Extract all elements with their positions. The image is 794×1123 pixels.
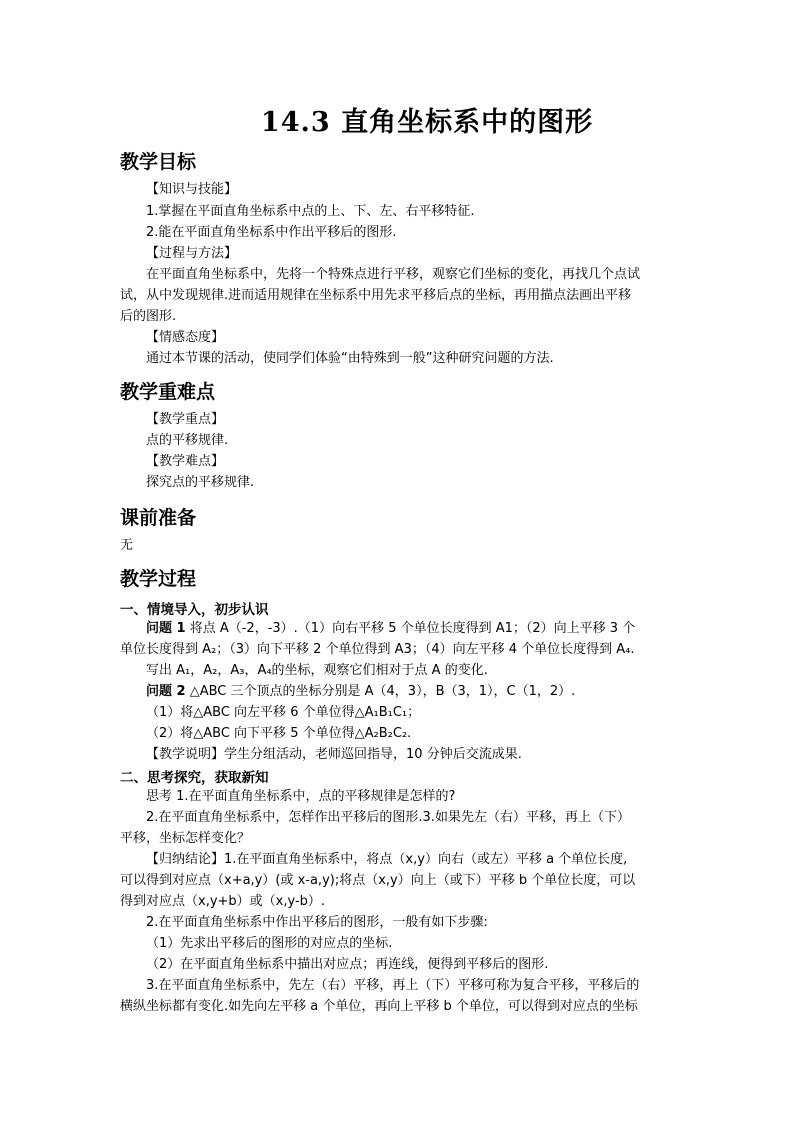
question-2-text: △ABC 三个顶点的坐标分别是 A（4，3），B（3，1），C（1，2）. [185,684,576,699]
part2-heading: 二、思考探究，获取新知 [120,770,269,786]
knowledge-item-2: 2.能在平面直角坐标系中作出平移后的图形. [146,225,397,240]
heading-key-points: 教学重难点 [120,381,216,403]
composite-line-2: 横纵坐标都有变化.如先向左平移 a 个单位，再向上平移 b 个单位，可以得到对应点的坐标 [120,999,638,1014]
conclusion-line-3: 得到对应点（x,y+b）或（x,y-b）. [120,894,326,909]
question-1-line-3: 写出 A₁，A₂，A₃，A₄的坐标，观察它们相对于点 A 的变化. [146,663,488,678]
process-line-2: 试，从中发现规律.进而适用规律在坐标系中用先求平移后点的坐标，再用描点法画出平移 [120,288,632,303]
process-line-3: 后的图形. [120,309,177,324]
heading-objectives: 教学目标 [120,151,197,173]
difficult-text: 探究点的平移规律. [146,475,255,490]
knowledge-tag: 【知识与技能】 [146,182,238,197]
question-2-line-3: （2）将△ABC 向下平移 5 个单位得△A₂B₂C₂. [146,726,412,741]
teaching-note-text: 学生分组活动，老师巡回指导，10 分钟后交流成果. [224,747,522,762]
question-1-line-1 [120,619,680,639]
process-line-1: 在平面直角坐标系中，先将一个特殊点进行平移，观察它们坐标的变化，再找几个点试 [146,267,641,282]
heading-preparation: 课前准备 [120,507,197,529]
emotion-tag: 【情感态度】 [146,330,225,345]
question-1-line-2: 单位长度得到 A₂；（3）向下平移 2 个单位得到 A3；（4）向左平移 4 个单位长度得到 A₄. [120,642,635,657]
key-text: 点的平移规律. [146,433,229,448]
steps-line-1: 2.在平面直角坐标系中作出平移后的图形，一般有如下步骤: [146,915,488,930]
think-line-3: 平移，坐标怎样变化？ [120,831,251,846]
conclusion-text: 1.在平面直角坐标系中，将点（x,y）向右（或左）平移 a 个单位长度, [224,852,628,867]
part1-heading: 一、情境导入，初步认识 [120,602,269,618]
key-tag: 【教学重点】 [146,412,225,427]
difficult-tag: 【教学难点】 [146,454,225,469]
teaching-note-tag: 【教学说明】 [146,747,225,762]
process-tag: 【过程与方法】 [146,246,238,261]
conclusion-tag: 【归纳结论】 [146,852,225,867]
composite-line-1: 3.在平面直角坐标系中，先左（右）平移，再上（下）平移可称为复合平移，平移后的 [146,978,640,993]
question-2-label: 问题 2 [146,684,186,699]
steps-line-3: （2）在平面直角坐标系中描出对应点；再连线，便得到平移后的图形. [146,957,549,972]
emotion-line-1: 通过本节课的活动，使同学们体验“由特殊到一般”这种研究问题的方法. [146,351,554,366]
question-2-line-2: （1）将△ABC 向左平移 6 个单位得△A₁B₁C₁； [146,705,421,720]
steps-line-2: （1）先求出平移后的图形的对应点的坐标. [146,936,393,951]
page-title: 14.3 直角坐标系中的图形 [260,107,594,138]
think-line-1: 思考 1.在平面直角坐标系中，点的平移规律是怎样的? [146,789,456,804]
heading-process: 教学过程 [120,568,197,590]
question-2-line-1 [120,682,680,702]
teaching-note [120,745,680,765]
conclusion-line-2: 可以得到对应点（x+a,y）(或 x-a,y);将点（x,y）向上（或下）平移 b 个单位长度，可以 [120,873,636,888]
preparation-text: 无 [120,538,134,553]
conclusion-line-1 [120,850,680,870]
question-1-text: 将点 A（-2，-3）.（1）向右平移 5 个单位长度得到 A1；（2）向上平移 3 个 [185,621,636,636]
knowledge-item-1: 1.掌握在平面直角坐标系中点的上、下、左、右平移特征. [146,204,475,219]
question-1-label: 问题 1 [146,621,186,636]
think-line-2: 2.在平面直角坐标系中，怎样作出平移后的图形.3.如果先左（右）平移，再上（下） [146,810,630,825]
